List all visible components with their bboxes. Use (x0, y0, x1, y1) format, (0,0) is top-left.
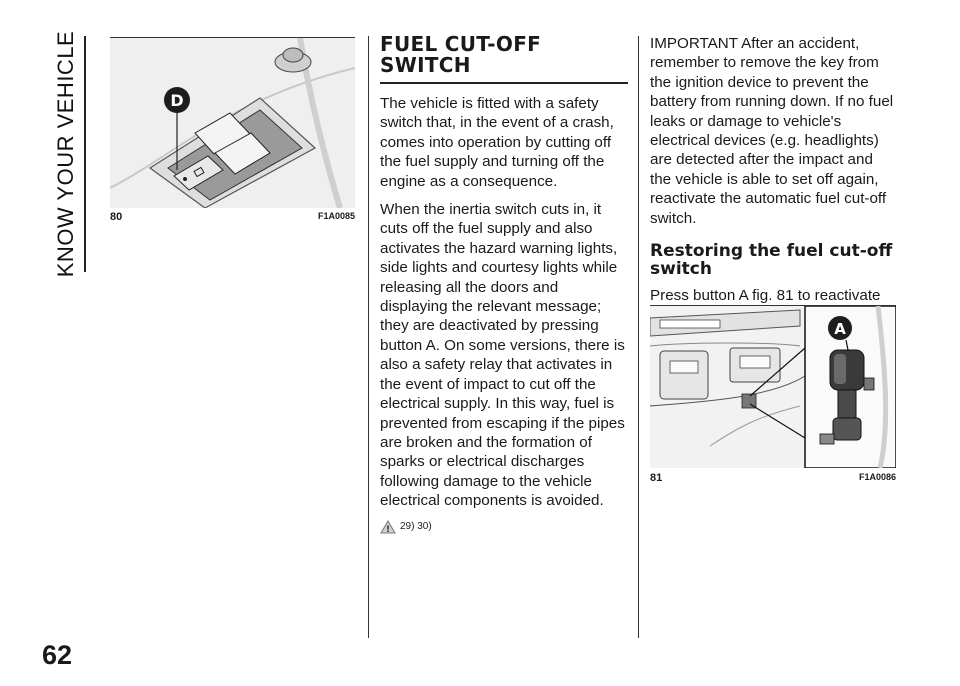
side-rule (84, 36, 86, 272)
column-divider-left (368, 36, 369, 638)
warning-triangle-icon (380, 520, 396, 534)
figure-81-fuel-cutoff-button (650, 305, 896, 468)
figure-80-caption (110, 211, 355, 225)
window-switch-illustration (110, 38, 355, 208)
page-number: 62 (42, 640, 73, 670)
restore-instructions: Press button A fig. 81 to reactivate (650, 287, 881, 305)
callout-D-label: D (170, 91, 184, 110)
important-note: IMPORTANT After an accident, remember to remove the key from the ignition device to prevent the battery from running down. If no fuel leaks or damage to vehicle's electrical devices (e.g. headlights) are detected after the impact and the vehicle is able to set off again, reactivate the automatic fuel cut-off switch. (650, 35, 894, 227)
middle-column (380, 34, 628, 534)
column-divider-right (638, 36, 639, 638)
figure-number: 80 (110, 211, 123, 223)
side-section-title: KNOW YOUR VEHICLE (53, 30, 78, 278)
right-column (650, 34, 896, 334)
figure-code: F1A0086 (858, 472, 896, 482)
section-title: FUEL CUT-OFF SWITCH (380, 34, 628, 84)
paragraph-1: The vehicle is fitted with a safety switch that, in the event of a crash, comes into operation by cutting off the fuel supply and turning off the engine as a consequence. (380, 95, 614, 190)
figure-number: 81 (650, 472, 663, 484)
figure-81-caption (650, 472, 896, 486)
figure-80-window-switch (110, 37, 355, 208)
fuel-cutoff-illustration (650, 306, 896, 468)
figure-code: F1A0085 (317, 211, 355, 221)
subsection-title: Restoring the fuel cut-off switch (650, 241, 893, 280)
callout-A-label: A (834, 320, 846, 338)
warning-references (380, 520, 628, 534)
paragraph-2: When the inertia switch cuts in, it cuts off the fuel supply and also activates the hazard warning lights, side lights and courtesy lights while releasing all the doors and displaying the relevant message; they are deactivated by pressing button A. On some versions, there is also a safety relay that activates in the event of impact to cut off the electrical supply. In this way, fuel is prevented from escaping if the pipes are broken and the formation of sparks or electrical discharges following damage to the vehicle electrical components is avoided. (380, 201, 625, 510)
warning-reference-numbers: 29) 30) (400, 521, 432, 533)
svg-text:!: ! (385, 524, 391, 534)
